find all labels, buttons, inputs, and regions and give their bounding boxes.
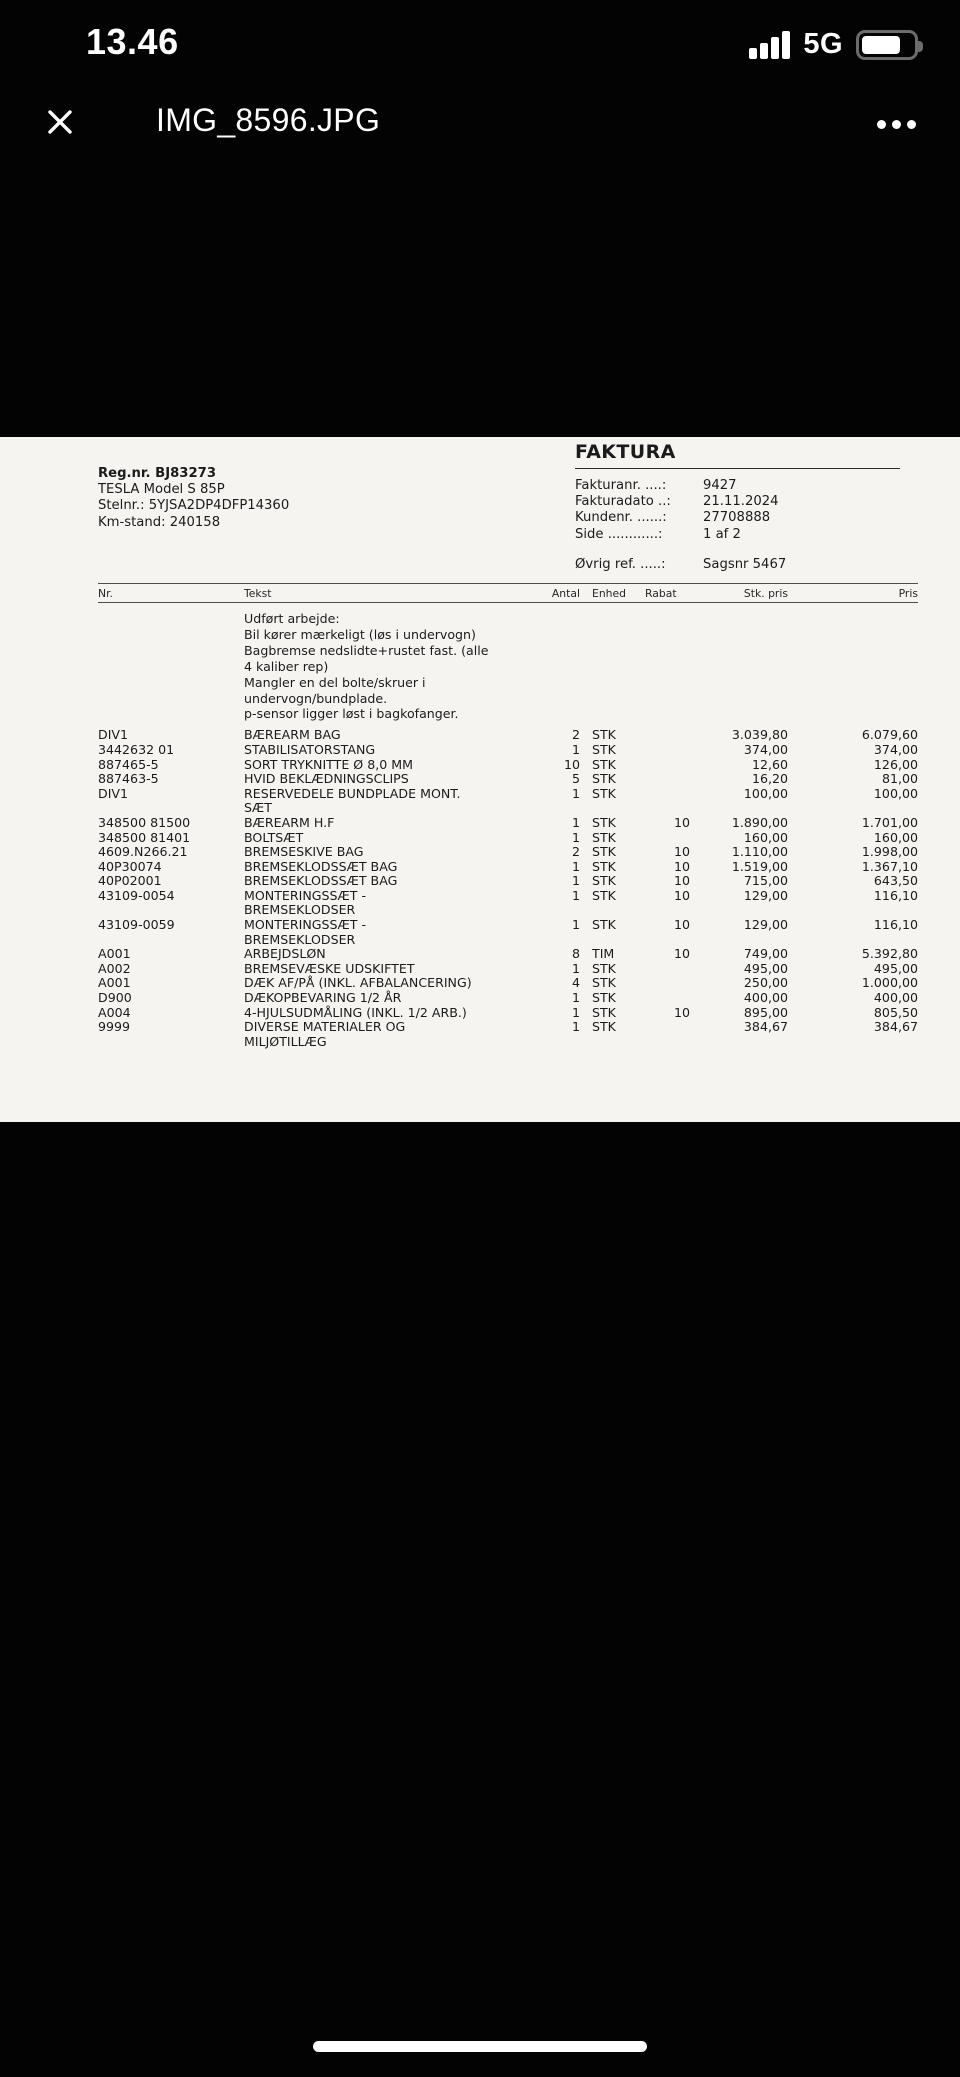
battery-icon bbox=[856, 30, 918, 60]
item-unit: TIM bbox=[592, 946, 615, 962]
invoice-item-row bbox=[98, 962, 918, 977]
item-number: 43109-0054 bbox=[98, 887, 175, 903]
invoice-item-row bbox=[98, 787, 918, 816]
item-quantity: 1 bbox=[571, 990, 580, 1006]
item-unit-price: 749,00 bbox=[743, 946, 788, 962]
col-header-stk-pris: Stk. pris bbox=[743, 587, 788, 600]
item-unit: STK bbox=[592, 844, 616, 860]
item-text-line: SORT TRYKNITTE Ø 8,0 MM bbox=[244, 756, 413, 772]
item-text bbox=[244, 1006, 544, 1021]
item-total-price: 1.701,00 bbox=[861, 814, 918, 830]
item-unit-price: 1.110,00 bbox=[731, 844, 788, 860]
item-quantity: 4 bbox=[571, 975, 580, 991]
item-text bbox=[244, 728, 544, 743]
table-header-row bbox=[98, 583, 918, 603]
item-text bbox=[244, 947, 544, 962]
invoice-item-row bbox=[98, 874, 918, 889]
item-discount: 10 bbox=[673, 887, 690, 903]
meta-value: 21.11.2024 bbox=[703, 494, 779, 510]
col-header-nr: Nr. bbox=[98, 587, 113, 600]
work-description-line: Bil kører mærkeligt (løs i undervogn) bbox=[244, 626, 476, 642]
item-text-line: BREMSEVÆSKE UDSKIFTET bbox=[244, 960, 415, 976]
item-discount bbox=[645, 728, 690, 743]
item-quantity: 1 bbox=[571, 1004, 580, 1020]
invoice-item-row bbox=[98, 816, 918, 831]
item-unit: STK bbox=[592, 975, 616, 991]
item-number: D900 bbox=[98, 990, 132, 1006]
item-number: 3442632 01 bbox=[98, 741, 175, 757]
item-number: A004 bbox=[98, 1004, 131, 1020]
item-number: 40P30074 bbox=[98, 858, 162, 874]
meta-value: 1 af 2 bbox=[703, 526, 741, 542]
item-text-line: DÆK AF/PÅ (INKL. AFBALANCERING) bbox=[244, 975, 472, 991]
item-discount: 10 bbox=[673, 844, 690, 860]
item-total-price: 100,00 bbox=[873, 785, 918, 801]
invoice-item-row bbox=[98, 991, 918, 1006]
ref-value: Sagsnr 5467 bbox=[703, 556, 787, 572]
item-total-price: 374,00 bbox=[873, 741, 918, 757]
item-discount: 10 bbox=[673, 1004, 690, 1020]
col-header-rabat: Rabat bbox=[645, 587, 677, 600]
item-text-line: BOLTSÆT bbox=[244, 829, 304, 845]
cellular-signal-icon bbox=[749, 31, 790, 59]
invoice-item-row bbox=[98, 860, 918, 875]
work-description-row bbox=[98, 603, 918, 728]
close-button[interactable] bbox=[44, 106, 76, 141]
item-text-line: BREMSEKLODSSÆT BAG bbox=[244, 873, 398, 889]
item-text bbox=[244, 991, 544, 1006]
item-text-line: BREMSESKIVE BAG bbox=[244, 844, 364, 860]
item-number: A002 bbox=[98, 960, 131, 976]
item-text-line: MONTERINGSSÆT - bbox=[244, 887, 366, 903]
item-unit-price: 12,60 bbox=[751, 756, 788, 772]
item-unit: STK bbox=[592, 873, 616, 889]
item-discount: 10 bbox=[673, 814, 690, 830]
item-number: A001 bbox=[98, 975, 131, 991]
invoice-item-row bbox=[98, 918, 918, 947]
item-unit: STK bbox=[592, 887, 616, 903]
home-indicator[interactable] bbox=[313, 2041, 647, 2052]
item-text-line: RESERVEDELE BUNDPLADE MONT. bbox=[244, 785, 461, 801]
invoice-item-row bbox=[98, 889, 918, 918]
item-text bbox=[244, 889, 544, 918]
invoice-meta-row bbox=[575, 510, 900, 526]
invoice-ref-row bbox=[575, 557, 900, 573]
work-description-line: undervogn/bundplade. bbox=[244, 690, 388, 706]
item-text-line: MONTERINGSSÆT - bbox=[244, 917, 366, 933]
ellipsis-icon bbox=[877, 120, 886, 129]
item-text-line: MILJØTILLÆG bbox=[244, 1033, 327, 1049]
item-total-price: 495,00 bbox=[873, 960, 918, 976]
item-unit: STK bbox=[592, 727, 616, 743]
item-discount: 10 bbox=[673, 946, 690, 962]
item-text-line: STABILISATORSTANG bbox=[244, 741, 376, 757]
item-quantity: 1 bbox=[571, 858, 580, 874]
item-text bbox=[244, 976, 544, 991]
item-number: 9999 bbox=[98, 1019, 131, 1035]
item-unit: STK bbox=[592, 771, 616, 787]
work-description-line: 4 kaliber rep) bbox=[244, 658, 329, 674]
item-total-price: 1.998,00 bbox=[861, 844, 918, 860]
item-discount bbox=[645, 831, 690, 846]
item-discount bbox=[645, 743, 690, 758]
item-text bbox=[244, 860, 544, 875]
item-discount bbox=[645, 962, 690, 977]
invoice-header-block bbox=[575, 441, 900, 573]
ref-label: Øvrig ref. .....: bbox=[575, 556, 666, 572]
item-number: 40P02001 bbox=[98, 873, 162, 889]
invoice-meta bbox=[575, 478, 900, 543]
item-quantity: 1 bbox=[571, 814, 580, 830]
item-unit: STK bbox=[592, 858, 616, 874]
item-total-price: 384,67 bbox=[873, 1019, 918, 1035]
item-unit: STK bbox=[592, 1019, 616, 1035]
item-unit: STK bbox=[592, 990, 616, 1006]
item-unit: STK bbox=[592, 814, 616, 830]
item-total-price: 5.392,80 bbox=[861, 946, 918, 962]
invoice-item-row bbox=[98, 845, 918, 860]
item-total-price: 400,00 bbox=[873, 990, 918, 1006]
item-number: 348500 81500 bbox=[98, 814, 191, 830]
invoice-item-row bbox=[98, 976, 918, 991]
item-text bbox=[244, 758, 544, 773]
item-text bbox=[244, 845, 544, 860]
item-text bbox=[244, 787, 544, 816]
item-text bbox=[244, 831, 544, 846]
item-text-line: BÆREARM H.F bbox=[244, 814, 335, 830]
invoice-title: FAKTURA bbox=[575, 441, 900, 469]
item-number: 4609.N266.21 bbox=[98, 844, 188, 860]
status-right-cluster bbox=[749, 28, 918, 61]
item-text-line: DÆKOPBEVARING 1/2 ÅR bbox=[244, 990, 402, 1006]
item-total-price: 160,00 bbox=[873, 829, 918, 845]
item-number: DIV1 bbox=[98, 727, 129, 743]
meta-label: Kundenr. ......: bbox=[575, 510, 667, 526]
meta-value: 27708888 bbox=[703, 510, 771, 526]
work-description-line: Bagbremse nedslidte+rustet fast. (alle bbox=[244, 642, 489, 658]
item-unit-price: 400,00 bbox=[743, 990, 788, 1006]
invoice-item-row bbox=[98, 728, 918, 743]
item-discount bbox=[645, 772, 690, 787]
item-total-price: 6.079,60 bbox=[861, 727, 918, 743]
invoice-item-row bbox=[98, 1020, 918, 1049]
x-icon bbox=[44, 126, 76, 141]
item-total-price: 805,50 bbox=[873, 1004, 918, 1020]
item-text-line: BREMSEKLODSER bbox=[244, 931, 356, 947]
meta-label: Fakturanr. ....: bbox=[575, 478, 667, 493]
invoice-item-row bbox=[98, 947, 918, 962]
item-quantity: 10 bbox=[563, 756, 580, 772]
invoice-item-row bbox=[98, 758, 918, 773]
item-text bbox=[244, 874, 544, 889]
item-unit-price: 3.039,80 bbox=[731, 727, 788, 743]
item-number: A001 bbox=[98, 946, 131, 962]
item-text bbox=[244, 918, 544, 947]
status-bar bbox=[0, 0, 960, 92]
col-header-enhed: Enhed bbox=[592, 587, 627, 600]
item-unit: STK bbox=[592, 741, 616, 757]
item-total-price: 1.000,00 bbox=[861, 975, 918, 991]
item-quantity: 1 bbox=[571, 917, 580, 933]
vehicle-info-line: Reg.nr. BJ83273 bbox=[98, 466, 216, 481]
work-description bbox=[244, 611, 544, 722]
vehicle-info-line: Km-stand: 240158 bbox=[98, 514, 221, 530]
invoice-item-row bbox=[98, 772, 918, 787]
item-number: 348500 81401 bbox=[98, 829, 191, 845]
item-quantity: 5 bbox=[571, 771, 580, 787]
item-text-line: ARBEJDSLØN bbox=[244, 946, 326, 962]
item-text-line: DIVERSE MATERIALER OG bbox=[244, 1019, 406, 1035]
item-text bbox=[244, 962, 544, 977]
item-discount bbox=[645, 787, 690, 816]
item-quantity: 1 bbox=[571, 960, 580, 976]
item-unit-price: 100,00 bbox=[743, 785, 788, 801]
item-unit-price: 1.890,00 bbox=[731, 814, 788, 830]
item-quantity: 1 bbox=[571, 887, 580, 903]
item-discount bbox=[645, 976, 690, 991]
more-options-button[interactable] bbox=[877, 120, 916, 129]
image-filename-title: IMG_8596.JPG bbox=[156, 102, 381, 138]
item-quantity: 1 bbox=[571, 829, 580, 845]
item-text-line: BÆREARM BAG bbox=[244, 727, 341, 743]
vehicle-info-block bbox=[98, 466, 289, 531]
work-description-line: p-sensor ligger løst i bagkofanger. bbox=[244, 706, 459, 722]
item-total-price: 81,00 bbox=[881, 771, 918, 787]
item-text bbox=[244, 743, 544, 758]
col-header-antal: Antal bbox=[551, 587, 580, 600]
item-discount bbox=[645, 1020, 690, 1049]
item-number: DIV1 bbox=[98, 785, 129, 801]
item-quantity: 1 bbox=[571, 1019, 580, 1035]
work-description-nr-cell bbox=[98, 611, 244, 722]
invoice-item-row bbox=[98, 1006, 918, 1021]
item-text bbox=[244, 1020, 544, 1049]
item-text-line: SÆT bbox=[244, 800, 272, 816]
item-unit-price: 129,00 bbox=[743, 917, 788, 933]
invoice-table bbox=[98, 583, 918, 1049]
item-text-line: 4-HJULSUDMÅLING (INKL. 1/2 ARB.) bbox=[244, 1004, 467, 1020]
item-unit-price: 16,20 bbox=[751, 771, 788, 787]
meta-label: Fakturadato ..: bbox=[575, 494, 671, 510]
work-description-line: Udført arbejde: bbox=[244, 611, 340, 626]
work-description-line: Mangler en del bolte/skruer i bbox=[244, 674, 426, 690]
item-discount bbox=[645, 758, 690, 773]
col-header-tekst: Tekst bbox=[244, 587, 272, 600]
item-text-line: BREMSEKLODSSÆT BAG bbox=[244, 858, 398, 874]
item-quantity: 1 bbox=[571, 873, 580, 889]
invoice-items bbox=[98, 728, 918, 1049]
item-unit: STK bbox=[592, 917, 616, 933]
vehicle-info-line: TESLA Model S 85P bbox=[98, 482, 225, 498]
item-text-line: HVID BEKLÆDNINGSCLIPS bbox=[244, 771, 409, 787]
item-unit: STK bbox=[592, 756, 616, 772]
item-unit: STK bbox=[592, 829, 616, 845]
battery-fill bbox=[862, 36, 900, 54]
item-unit-price: 129,00 bbox=[743, 887, 788, 903]
item-quantity: 1 bbox=[571, 741, 580, 757]
item-unit-price: 374,00 bbox=[743, 741, 788, 757]
item-unit-price: 250,00 bbox=[743, 975, 788, 991]
item-quantity: 2 bbox=[571, 844, 580, 860]
item-quantity: 1 bbox=[571, 785, 580, 801]
item-text bbox=[244, 816, 544, 831]
item-unit: STK bbox=[592, 960, 616, 976]
invoice-meta-row bbox=[575, 478, 900, 494]
viewer-header bbox=[0, 96, 960, 162]
battery-nub bbox=[918, 41, 923, 52]
item-unit: STK bbox=[592, 1004, 616, 1020]
item-total-price: 116,10 bbox=[873, 917, 918, 933]
item-unit-price: 495,00 bbox=[743, 960, 788, 976]
status-time: 13.46 bbox=[86, 21, 179, 62]
item-total-price: 1.367,10 bbox=[861, 858, 918, 874]
item-unit: STK bbox=[592, 785, 616, 801]
item-number: 887465-5 bbox=[98, 756, 159, 772]
item-unit-price: 715,00 bbox=[743, 873, 788, 889]
item-number: 887463-5 bbox=[98, 771, 159, 787]
invoice-meta-row bbox=[575, 527, 900, 543]
item-discount bbox=[645, 991, 690, 1006]
item-discount: 10 bbox=[673, 873, 690, 889]
item-text-line: BREMSEKLODSER bbox=[244, 902, 356, 918]
item-quantity: 2 bbox=[571, 727, 580, 743]
network-type-label: 5G bbox=[803, 28, 843, 60]
meta-label: Side ............: bbox=[575, 526, 663, 542]
invoice-item-row bbox=[98, 831, 918, 846]
invoice-photo[interactable] bbox=[0, 437, 960, 1122]
item-unit-price: 384,67 bbox=[743, 1019, 788, 1035]
item-unit-price: 895,00 bbox=[743, 1004, 788, 1020]
item-total-price: 643,50 bbox=[873, 873, 918, 889]
item-number: 43109-0059 bbox=[98, 917, 175, 933]
col-header-pris: Pris bbox=[898, 587, 918, 600]
item-discount: 10 bbox=[673, 917, 690, 933]
invoice-item-row bbox=[98, 743, 918, 758]
item-total-price: 116,10 bbox=[873, 887, 918, 903]
item-text bbox=[244, 772, 544, 787]
vehicle-info-line: Stelnr.: 5YJSA2DP4DFP14360 bbox=[98, 498, 290, 514]
meta-value: 9427 bbox=[703, 478, 737, 493]
item-discount: 10 bbox=[673, 858, 690, 874]
invoice-meta-row bbox=[575, 494, 900, 510]
item-quantity: 8 bbox=[571, 946, 580, 962]
item-unit-price: 1.519,00 bbox=[731, 858, 788, 874]
item-unit-price: 160,00 bbox=[743, 829, 788, 845]
item-total-price: 126,00 bbox=[873, 756, 918, 772]
